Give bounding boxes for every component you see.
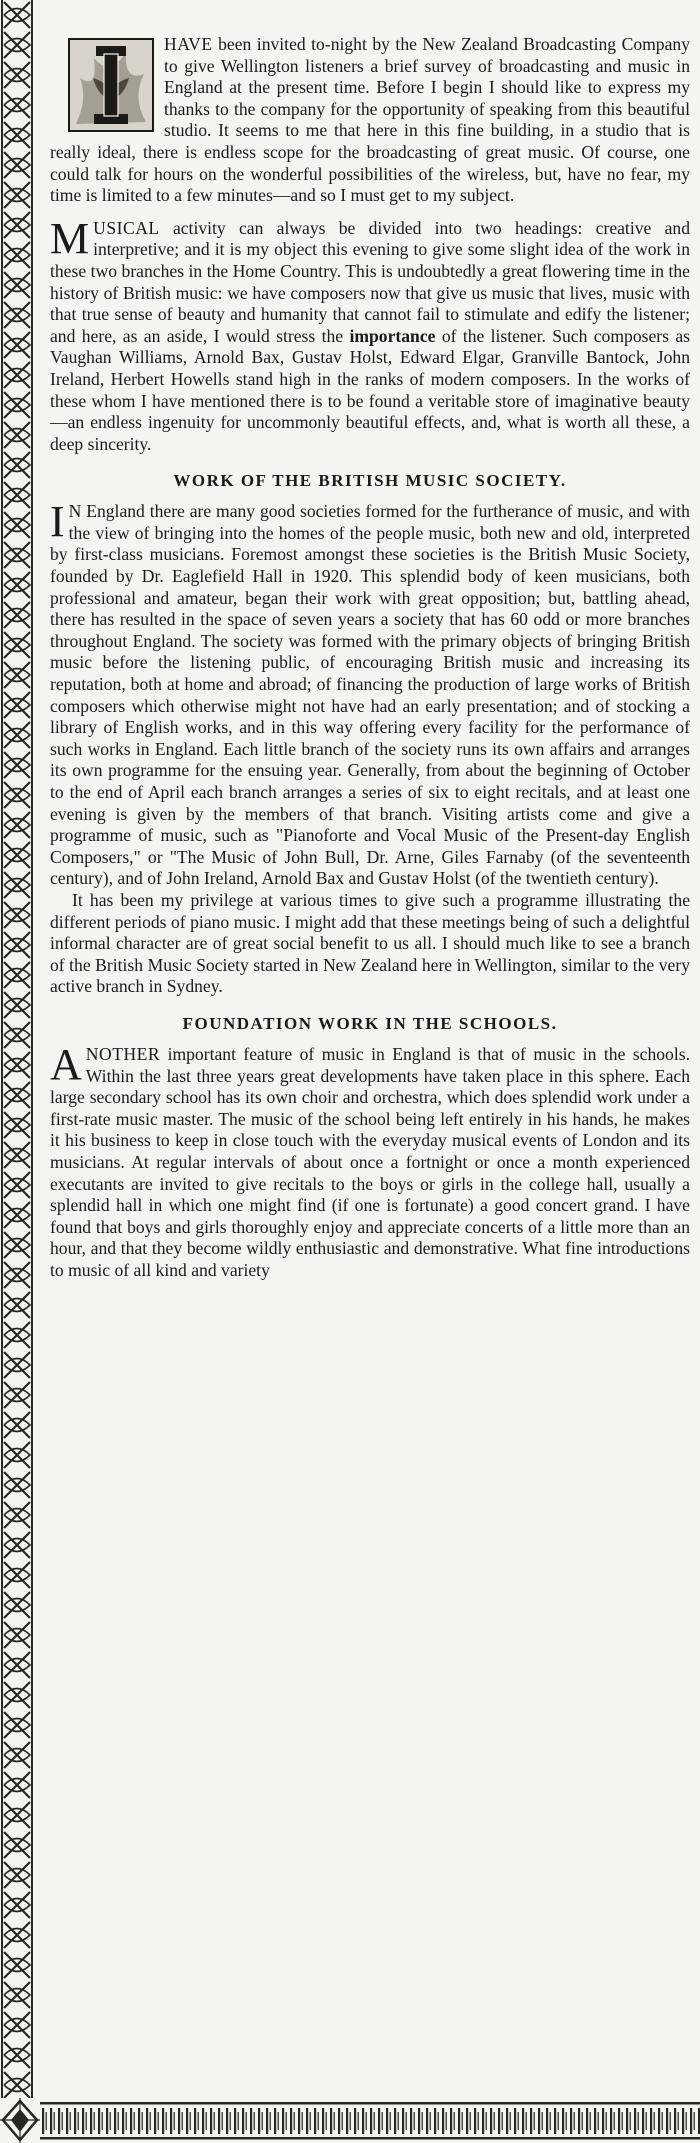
musical-text-after: of the listener. Such composers as Vaughan Williams, Arnold Bax, Gustav Holst, Edward Elgar, Granville Bantock, John Ireland, Herbert Howells stand high in the ranks of modern composers. In the works of these whom I have mentioned there is to be found a veritable store of imaginative beauty—an endless ingenuity for uncommonly beautiful effects, and, what is worth all these, a deep sincerity. [50, 325, 690, 454]
musical-activity-paragraph [50, 213, 690, 456]
heading-british-music-society: WORK OF THE BRITISH MUSIC SOCIETY. [173, 471, 567, 491]
schools-initial: A [50, 1039, 82, 1089]
heading-schools: FOUNDATION WORK IN THE SCHOOLS. [182, 1013, 558, 1033]
article-column [50, 34, 690, 1281]
schools-lead-caps: NOTHER [85, 1043, 161, 1064]
schools-paragraph [50, 1039, 690, 1282]
society-paragraph-2: It has been my privilege at various times to give such a programme illustrating the different periods of piano music. I might add that these meetings being of such a delightful informal character are of great social benefit to us all. I should much like to see a branch of the British Music Society started in New Zealand here in Wellington, similar to the very active branch in Sydney. [50, 889, 690, 997]
intro-lead-word: HAVE [164, 34, 213, 54]
musical-text-before: activity can always be divided into two headings: creative and interpretive; and it is my object this evening to give some slight idea of the work in these two branches in the Home Country. This is undoubtedly a great flowering time in the history of British music: we have composers now that give us music that lives, music with that true sense of beauty and humanity that cannot fail to stimulate and edify the listener; and here, as an aside, I would stress the [50, 217, 690, 346]
intro-text: been invited to-night by the New Zealand Broadcasting Company to give Wellington listeners a brief survey of broadcasting and music in England at the present time. Before I begin I should like to express my thanks to the company for the opportunity of speaking from this beautiful studio. It seems to me that here in this fine building, in a studio that is really ideal, there is endless scope for the broadcasting of great music. Of course, one could talk for hours on the wonderful possibilities of the wireless, but, have no fear, my time is limited to a few minutes—and so I must get to my subject. [50, 34, 691, 206]
schools-text: important feature of music in England is that of music in the schools. Within the last three years great developments have taken place in this sphere. Each large secondary school has its own choir and orchestra, which does splendid work under a first-rate music master. The music of the school being left entirely in his hands, he makes it his business to keep in close touch with the everyday musical events of London and its musicians. At regular intervals of about once a fortnight or once a month experienced executants are invited to give recitals to the boys or girls in the college hall, usually a splendid hall in which one might find (if one is fortunate) a good concert grand. I have found that boys and girls thoroughly enjoy and appreciate concerts of a little more than an hour, and that they become wildly enthusiastic and demonstrative. What fine introductions to music of all kind and variety [50, 1043, 690, 1280]
society-lead: N [68, 501, 82, 522]
musical-bold-word: importance [349, 325, 436, 346]
decorative-left-border [0, 0, 34, 2100]
decorative-bottom-border [0, 2098, 700, 2143]
musical-lead-caps: USICAL [93, 217, 160, 238]
corner-ornament [0, 2098, 40, 2143]
society-initial: I [50, 497, 65, 547]
society-paragraph [50, 497, 690, 890]
society-text: England there are many good societies formed for the furtherance of music, and with the view of bringing into the homes of the people music, both new and old, interpreted by first-class musicians. Foremost amongst these societies is the British Music Society, founded by Dr. Eaglefield Hall in 1920. This splendid body of keen musicians, both professional and amateur, began their work with great opposition; but, battling ahead, there has resulted in the space of seven years a society that has 60 odd or more branches throughout England. The society was formed with the primary objects of bringing British music before the listening public, of encouraging British music and increasing its reputation, both at home and abroad; of financing the production of large works of British composers which otherwise might not have had an early presentation; and of stocking a library of English works, and in this way offering every facility for the performance of such works in England. Each little branch of the society runs its own affairs and arranges its own programme for the ensuing year. Generally, from about the beginning of October to the end of April each branch arranges a series of six to eight recitals, and at least one evening is given by the members of that branch. Visiting artists come and give a programme of music, such as "Pianoforte and Vocal Music of the Present-day English Composers," or "The Music of John Bull, Dr. Arne, Giles Farnaby (of the seventeenth century), and of John Ireland, Arnold Bax and Gustav Holst (of the twentieth century). [50, 501, 690, 889]
musical-initial: M [50, 213, 90, 263]
ornamental-drop-cap [68, 38, 154, 132]
